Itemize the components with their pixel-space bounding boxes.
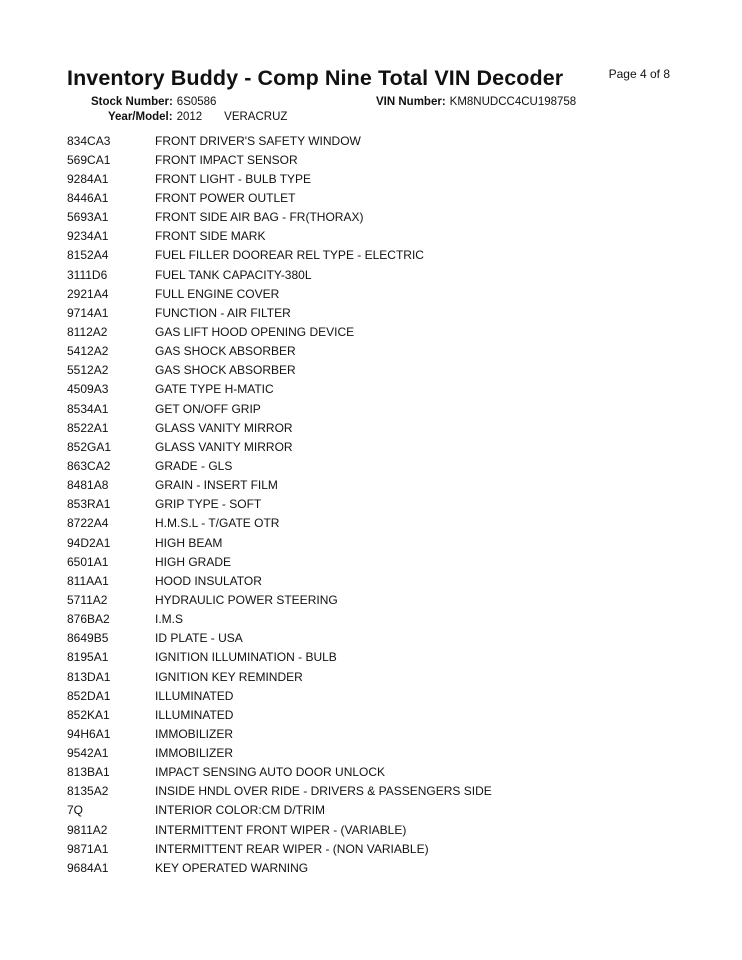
- option-description: INTERMITTENT FRONT WIPER - (VARIABLE): [155, 822, 407, 837]
- option-code: 9684A1: [67, 860, 109, 875]
- option-description: KEY OPERATED WARNING: [155, 860, 309, 875]
- option-description: INSIDE HNDL OVER RIDE - DRIVERS & PASSENGERS SIDE: [155, 784, 492, 799]
- option-description: FRONT LIGHT - BULB TYPE: [155, 171, 312, 186]
- option-code: 834CA3: [67, 133, 111, 148]
- option-description: GLASS VANITY MIRROR: [155, 420, 293, 435]
- option-description: HYDRAULIC POWER STEERING: [155, 592, 338, 607]
- option-code: 6501A1: [67, 554, 109, 569]
- option-description: HOOD INSULATOR: [155, 573, 262, 588]
- option-code: 8152A4: [67, 248, 109, 263]
- list-item: [67, 629, 492, 648]
- option-description: FUEL FILLER DOOREAR REL TYPE - ELECTRIC: [155, 248, 424, 263]
- option-description: FRONT SIDE MARK: [155, 229, 266, 244]
- list-item: [67, 801, 492, 820]
- report-title: Inventory Buddy - Comp Nine Total VIN Decoder: [67, 66, 564, 90]
- list-item: [67, 418, 492, 437]
- list-item: [67, 131, 492, 150]
- option-description: FRONT POWER OUTLET: [155, 190, 296, 205]
- option-description: ILLUMINATED: [155, 688, 234, 703]
- option-code: 8446A1: [67, 190, 109, 205]
- option-description: FULL ENGINE COVER: [155, 286, 280, 301]
- year-value: 2012: [176, 111, 203, 123]
- option-code: 5693A1: [67, 210, 109, 225]
- option-code: 5412A2: [67, 344, 109, 359]
- list-item: [67, 322, 492, 341]
- list-item: [67, 533, 492, 552]
- option-code: 94D2A1: [67, 535, 111, 550]
- option-description: HIGH BEAM: [155, 535, 223, 550]
- option-code: 569CA1: [67, 152, 111, 167]
- option-description: GRADE - GLS: [155, 458, 233, 473]
- list-item: [67, 399, 492, 418]
- option-code: 8481A8: [67, 478, 109, 493]
- list-item: [67, 150, 492, 169]
- list-item: [67, 839, 492, 858]
- option-code: 8722A4: [67, 516, 109, 531]
- option-code: 8534A1: [67, 401, 109, 416]
- option-description: FRONT DRIVER'S SAFETY WINDOW: [155, 133, 361, 148]
- list-item: [67, 705, 492, 724]
- option-description: INTERIOR COLOR:CM D/TRIM: [155, 803, 325, 818]
- option-code: 876BA2: [67, 612, 110, 627]
- list-item: [67, 724, 492, 743]
- option-code: 853RA1: [67, 497, 111, 512]
- option-code: 2921A4: [67, 286, 109, 301]
- list-item: [67, 648, 492, 667]
- list-item: [67, 208, 492, 227]
- list-item: [67, 744, 492, 763]
- option-description: H.M.S.L - T/GATE OTR: [155, 516, 280, 531]
- list-item: [67, 169, 492, 188]
- option-description: FUNCTION - AIR FILTER: [155, 305, 291, 320]
- list-item: [67, 188, 492, 207]
- page-number: Page 4 of 8: [608, 67, 670, 81]
- option-description: GAS LIFT HOOD OPENING DEVICE: [155, 324, 355, 339]
- list-item: [67, 495, 492, 514]
- option-code: 8135A2: [67, 784, 109, 799]
- list-item: [67, 571, 492, 590]
- list-item: [67, 342, 492, 361]
- option-description: IMMOBILIZER: [155, 746, 234, 761]
- list-item: [67, 763, 492, 782]
- list-item: [67, 380, 492, 399]
- list-item: [67, 610, 492, 629]
- option-code: 9284A1: [67, 171, 109, 186]
- option-description: FRONT SIDE AIR BAG - FR(THORAX): [155, 210, 364, 225]
- list-item: [67, 246, 492, 265]
- list-item: [67, 552, 492, 571]
- list-item: [67, 858, 492, 877]
- option-code: 8649B5: [67, 631, 109, 646]
- option-code: 852KA1: [67, 707, 110, 722]
- option-description: IMPACT SENSING AUTO DOOR UNLOCK: [155, 765, 386, 780]
- list-item: [67, 686, 492, 705]
- option-code: 8195A1: [67, 650, 109, 665]
- option-code: 94H6A1: [67, 726, 111, 741]
- option-code: 4509A3: [67, 382, 109, 397]
- option-description: GRAIN - INSERT FILM: [155, 478, 278, 493]
- option-description: HIGH GRADE: [155, 554, 232, 569]
- option-description: GRIP TYPE - SOFT: [155, 497, 262, 512]
- list-item: [67, 227, 492, 246]
- option-code: 9234A1: [67, 229, 109, 244]
- option-description: INTERMITTENT REAR WIPER - (NON VARIABLE): [155, 841, 429, 856]
- model-value: VERACRUZ: [224, 111, 288, 123]
- option-code: 5512A2: [67, 363, 109, 378]
- list-item: [67, 667, 492, 686]
- option-description: FRONT IMPACT SENSOR: [155, 152, 298, 167]
- option-description: GAS SHOCK ABSORBER: [155, 363, 296, 378]
- option-code-list: [67, 131, 492, 877]
- option-code: 813BA1: [67, 765, 110, 780]
- option-code: 7Q: [67, 803, 84, 818]
- option-code: 8522A1: [67, 420, 109, 435]
- list-item: [67, 476, 492, 495]
- list-item: [67, 303, 492, 322]
- option-description: IMMOBILIZER: [155, 726, 234, 741]
- option-code: 813DA1: [67, 669, 111, 684]
- option-code: 9811A2: [67, 822, 108, 837]
- option-description: IGNITION ILLUMINATION - BULB: [155, 650, 337, 665]
- list-item: [67, 782, 492, 801]
- option-code: 9542A1: [67, 746, 109, 761]
- option-code: 863CA2: [67, 458, 111, 473]
- stock-number-value: 6S0586: [176, 96, 217, 108]
- option-code: 811AA1: [67, 573, 109, 588]
- list-item: [67, 456, 492, 475]
- option-description: FUEL TANK CAPACITY-380L: [155, 267, 312, 282]
- option-code: 852GA1: [67, 439, 112, 454]
- option-description: GLASS VANITY MIRROR: [155, 439, 293, 454]
- list-item: [67, 265, 492, 284]
- year-model-row: [108, 111, 287, 123]
- vin-number-row: [376, 96, 576, 108]
- option-description: IGNITION KEY REMINDER: [155, 669, 303, 684]
- stock-number-row: [91, 96, 216, 108]
- list-item: [67, 361, 492, 380]
- list-item: [67, 437, 492, 456]
- option-description: ID PLATE - USA: [155, 631, 243, 646]
- option-description: GET ON/OFF GRIP: [155, 401, 261, 416]
- list-item: [67, 590, 492, 609]
- list-item: [67, 514, 492, 533]
- vin-number-label: VIN Number:: [376, 96, 446, 108]
- option-code: 9714A1: [67, 305, 109, 320]
- option-code: 5711A2: [67, 592, 108, 607]
- option-code: 3111D6: [67, 267, 108, 282]
- vin-number-value: KM8NUDCC4CU198758: [449, 96, 577, 108]
- option-description: ILLUMINATED: [155, 707, 234, 722]
- option-code: 8112A2: [67, 324, 108, 339]
- year-model-label: Year/Model:: [108, 111, 173, 123]
- option-code: 9871A1: [67, 841, 109, 856]
- option-description: I.M.S: [155, 612, 184, 627]
- option-description: GATE TYPE H-MATIC: [155, 382, 274, 397]
- stock-number-label: Stock Number:: [91, 96, 173, 108]
- option-description: GAS SHOCK ABSORBER: [155, 344, 296, 359]
- option-code: 852DA1: [67, 688, 111, 703]
- list-item: [67, 284, 492, 303]
- list-item: [67, 820, 492, 839]
